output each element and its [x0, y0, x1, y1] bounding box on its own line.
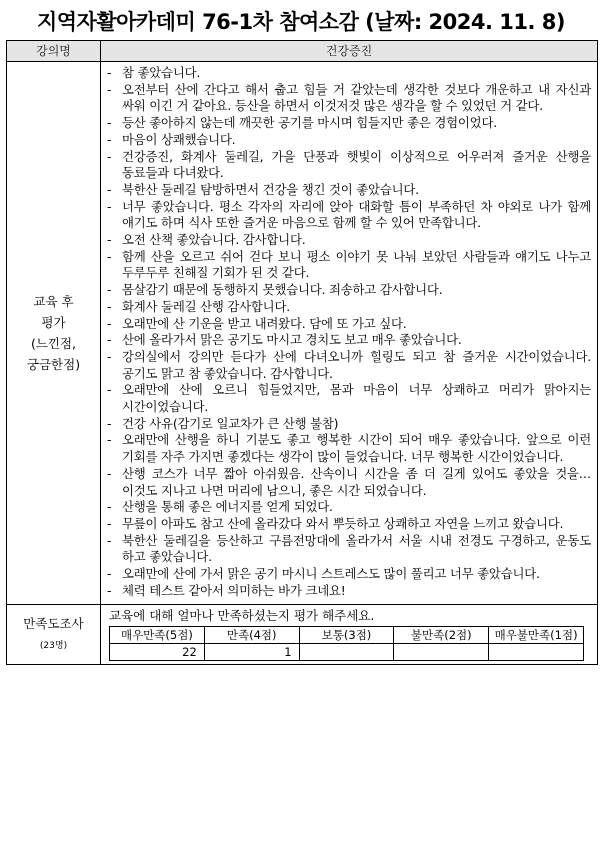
comment-item [107, 349, 591, 382]
bullet-dash: - [107, 499, 112, 515]
rating-header-row [110, 626, 584, 643]
bullet-dash: - [107, 282, 112, 298]
bullet-dash: - [107, 298, 112, 314]
rating-count-neutral [299, 643, 394, 660]
comment-text: 몸살감기 때문에 동행하지 못했습니다. 죄송하고 감사합니다. [122, 282, 443, 298]
evaluation-label-line: 교육 후 [33, 293, 74, 309]
comment-item [107, 382, 591, 415]
rating-count-very-satisfied: 22 [110, 643, 205, 660]
comment-text: 오래만에 산에 가서 맑은 공기 마시니 스트레스도 많이 풀리고 너무 좋았습니다. [122, 566, 540, 582]
comment-text: 무릎이 아파도 참고 산에 올라갔다 와서 뿌듯하고 상쾌하고 자연을 느끼고 왔습니다. [122, 515, 564, 531]
bullet-dash: - [107, 415, 112, 431]
rating-level-very-satisfied: 매우만족(5점) [110, 626, 205, 643]
bullet-dash: - [107, 582, 112, 598]
comment-item [107, 516, 591, 533]
bullet-dash: - [107, 432, 112, 448]
comment-item [107, 132, 591, 149]
header-course-label: 강의명 [7, 41, 101, 62]
bullet-dash: - [107, 198, 112, 214]
rating-level-dissatisfied: 불만족(2점) [394, 626, 489, 643]
comment-item [107, 416, 591, 433]
comment-text: 오래만에 산행을 하니 기분도 좋고 행복한 시간이 되어 매우 좋았습니다. 앞으로 이런 기회를 자주 가지면 좋겠다는 생각이 많이 들었습니다. 너무 행복한 시간이었습니다. [122, 432, 591, 465]
satisfaction-row [7, 604, 598, 664]
respondent-count: (23명) [39, 641, 68, 651]
bullet-dash: - [107, 248, 112, 264]
comment-item [107, 115, 591, 132]
evaluation-label-line: 평가 [41, 314, 66, 330]
comment-text: 마음이 상쾌했습니다. [122, 131, 236, 147]
comment-item [107, 182, 591, 199]
evaluation-label-line: (느낀점, [30, 335, 77, 351]
comment-text: 북한산 둘레길 탐방하면서 건강을 챙긴 것이 좋았습니다. [122, 181, 419, 197]
comment-text: 등산 좋아하지 않는데 깨끗한 공기를 마시며 힘들지만 좋은 경험이었다. [122, 115, 497, 131]
bullet-dash: - [107, 465, 112, 481]
bullet-dash: - [107, 148, 112, 164]
comment-text: 오전 산책 좋았습니다. 감사합니다. [122, 232, 306, 248]
comment-text: 산행 코스가 너무 짧아 아쉬웠음. 산속이니 시간을 좀 더 길게 있어도 좋았을 것을…이것도 지나고 나면 머리에 남으니, 좋은 시간 되었습니다. [122, 465, 591, 498]
comment-item [107, 432, 591, 465]
comment-text: 건강증진, 화계사 둘레길, 가을 단풍과 햇빛이 이상적으로 어우러져 즐거운 산행을 동료들과 다녀왔다. [122, 148, 591, 181]
bullet-dash: - [107, 315, 112, 331]
comment-item [107, 299, 591, 316]
satisfaction-question: 교육에 대해 얼마나 만족하셨는지 평가 해주세요. [109, 607, 375, 623]
satisfaction-title: 만족도조사 [23, 616, 84, 631]
rating-table [109, 626, 584, 661]
header-course-name: 건강증진 [101, 41, 598, 62]
survey-table [6, 40, 598, 665]
comment-text: 함께 산을 오르고 쉬어 걷다 보니 평소 이야기 못 나눠 보았던 사람들과 얘기도 나누고 두루두루 친해질 기회가 된 것 같다. [122, 248, 591, 281]
comment-item [107, 232, 591, 249]
comment-item [107, 533, 591, 566]
bullet-dash: - [107, 515, 112, 531]
rating-level-satisfied: 만족(4점) [204, 626, 299, 643]
comments-cell [101, 62, 598, 605]
bullet-dash: - [107, 382, 112, 398]
bullet-dash: - [107, 81, 112, 97]
rating-level-neutral: 보통(3점) [299, 626, 394, 643]
satisfaction-label [7, 604, 101, 664]
evaluation-label [7, 62, 101, 605]
rating-count-dissatisfied [394, 643, 489, 660]
evaluation-row [7, 62, 598, 605]
comment-text: 체력 테스트 같아서 의미하는 바가 크네요! [122, 582, 346, 598]
comment-item [107, 65, 591, 82]
comment-text: 참 좋았습니다. [122, 65, 201, 80]
page-title: 지역자활아카데미 76-1차 참여소감 (날짜: 2024. 11. 8) [36, 10, 566, 34]
comment-text: 건강 사유(감기로 일교차가 큰 산행 불참) [122, 415, 339, 431]
comment-text: 너무 좋았습니다. 평소 각자의 자리에 앉아 대화할 틈이 부족하던 차 야외로 나가 함께 얘기도 하며 식사 또한 즐거운 마음으로 함께 할 수 있어 만족합니다. [122, 198, 591, 231]
comment-text: 오전부터 산에 간다고 해서 춥고 힘들 거 같았는데 생각한 것보다 개운하고 내 자신과 싸워 이긴 거 같아요. 등산을 하면서 이것저것 많은 생각을 할 수 있었던 거 같다. [122, 81, 591, 114]
comment-item [107, 282, 591, 299]
bullet-dash: - [107, 232, 112, 248]
comment-text: 화계사 둘레길 산행 감사합니다. [122, 298, 290, 314]
bullet-dash: - [107, 348, 112, 364]
comment-text: 강의실에서 강의만 듣다가 산에 다녀오니까 힐링도 되고 참 즐거운 시간이었습니다. 공기도 맑고 참 좋았습니다. 감사합니다. [122, 348, 591, 381]
comment-text: 오래만에 산 기운을 받고 내려왔다. 담에 또 가고 싶다. [122, 315, 407, 331]
evaluation-label-line: 궁금한점) [26, 356, 81, 372]
comment-item [107, 316, 591, 333]
comment-text: 산행을 통해 좋은 에너지를 얻게 되었다. [122, 499, 333, 515]
comment-item [107, 82, 591, 115]
comment-item [107, 149, 591, 182]
bullet-dash: - [107, 65, 112, 80]
comment-item [107, 466, 591, 499]
rating-count-row [110, 643, 584, 660]
comment-item [107, 332, 591, 349]
comment-text: 북한산 둘레길을 등산하고 구름전망대에 올라가서 서울 시내 전경도 구경하고, 운동도 하고 좋았습니다. [122, 532, 591, 565]
rating-count-satisfied: 1 [204, 643, 299, 660]
comment-text: 오래만에 산에 오르니 힘들었지만, 몸과 마음이 너무 상쾌하고 머리가 맑아지는 시간이었습니다. [122, 382, 591, 415]
bullet-dash: - [107, 332, 112, 348]
satisfaction-cell [101, 604, 598, 664]
bullet-dash: - [107, 115, 112, 131]
comment-item [107, 583, 591, 600]
bullet-dash: - [107, 131, 112, 147]
comment-text: 산에 올라가서 맑은 공기도 마시고 경치도 보고 매우 좋았습니다. [122, 332, 462, 348]
comment-item [107, 199, 591, 232]
bullet-dash: - [107, 181, 112, 197]
comment-item [107, 249, 591, 282]
rating-count-very-dissatisfied [489, 643, 584, 660]
bullet-dash: - [107, 566, 112, 582]
comment-item [107, 499, 591, 516]
header-row [7, 41, 598, 62]
comments-list [107, 65, 591, 600]
bullet-dash: - [107, 532, 112, 548]
comment-item [107, 566, 591, 583]
rating-level-very-dissatisfied: 매우불만족(1점) [489, 626, 584, 643]
